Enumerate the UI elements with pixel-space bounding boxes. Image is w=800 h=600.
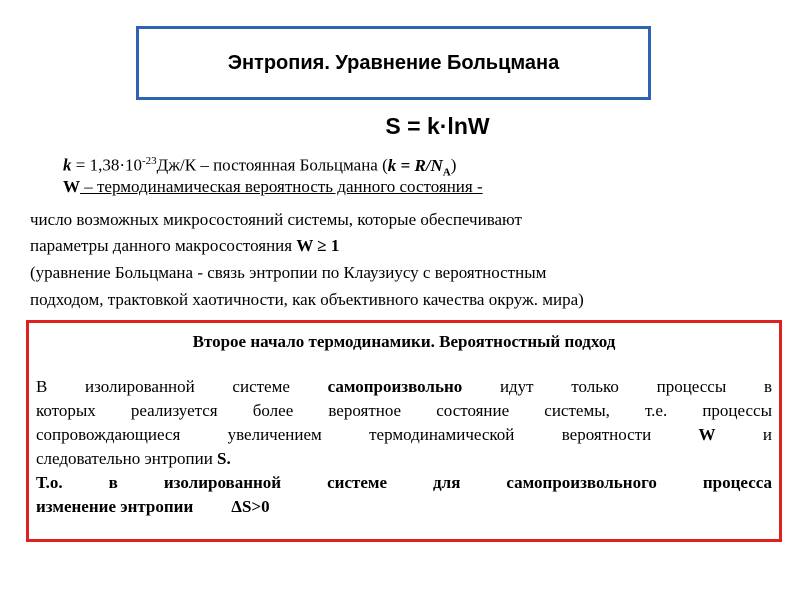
second-law-paragraph-1 — [36, 375, 772, 471]
description-line-4: подходом, трактовкой хаотичности, как объективного качества окруж. мира) — [30, 290, 584, 309]
avogadro-subscript: A — [442, 166, 451, 179]
slide-title: Энтропия. Уравнение Больцмана — [227, 51, 560, 74]
boltzmann-formula: S = k·lnW — [385, 113, 490, 139]
description-line-3: (уравнение Больцмана - связь энтропии по Клаузиусу с вероятностным — [30, 263, 547, 282]
w-definition: – термодинамическая вероятность данного состояния - — [80, 177, 483, 196]
p2-line-2: изменение энтропии ΔS>0 — [36, 497, 270, 516]
description-line-2-text: параметры данного макросостояния — [30, 236, 297, 255]
k-exponent: -23 — [142, 155, 157, 167]
spontaneous-term: самопроизвольно — [327, 377, 463, 396]
k-value: = 1,38·10 — [71, 155, 142, 175]
p1-line-3: сопровождающиеся увеличением термодинамической вероятности W и — [36, 425, 772, 444]
k-close: ) — [450, 155, 457, 175]
delta-s-condition: ΔS>0 — [231, 497, 270, 516]
description-line-2 — [30, 236, 339, 256]
k-unit: Дж/К – постоянная Больцмана ( — [156, 155, 388, 175]
description-line-1: число возможных микросостояний системы, которые обеспечивают — [30, 210, 522, 229]
second-law-paragraph-2 — [36, 471, 772, 519]
k-relation: k = R/N — [387, 155, 443, 175]
p1-line-2: которых реализуется более вероятное состояние системы, т.е. процессы — [36, 401, 772, 420]
second-law-title: Второе начало термодинамики. Вероятностный подход — [192, 332, 616, 351]
k-symbol: k — [63, 155, 72, 175]
p2-line-1: Т.о. в изолированной системе для самопроизвольного процесса — [36, 473, 772, 492]
second-law-box — [26, 320, 782, 542]
p1-line-4: следовательно энтропии S. — [36, 449, 231, 468]
title-box — [136, 26, 651, 100]
w-symbol: W — [63, 177, 80, 196]
p1-line-1: В изолированной системе самопроизвольно идут только процессы в — [36, 377, 772, 396]
s-term: S. — [217, 449, 231, 468]
w-condition: W ≥ 1 — [296, 236, 340, 255]
w-definition-line — [63, 177, 483, 197]
w-term: W — [698, 425, 716, 444]
